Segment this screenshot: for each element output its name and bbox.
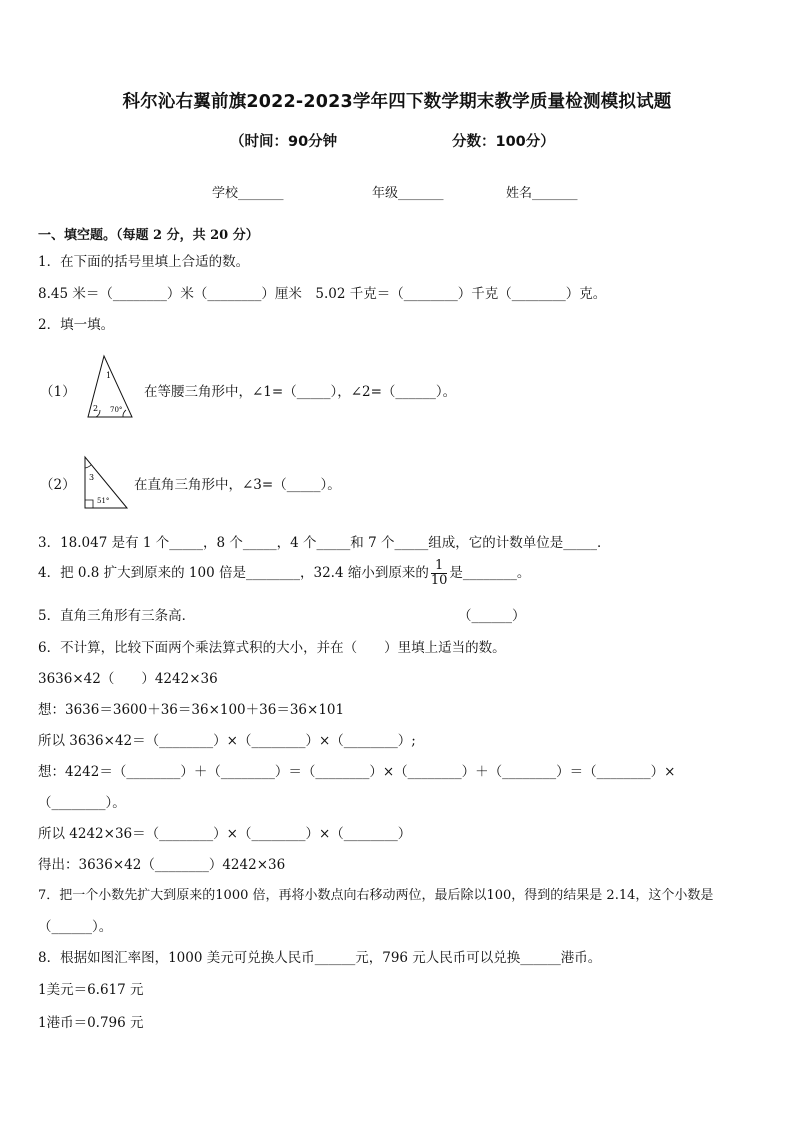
question-1-stem: 1．在下面的括号里填上合适的数。 [38,254,250,270]
question-5: 5．直角三角形有三条高． [38,608,196,624]
question-6-line1: 3636×42（ ）4242×36 [38,671,218,687]
question-6-line7: 得出：3636×42（________）4242×36 [38,857,286,873]
question-5-answer: （______） [458,608,526,624]
question-6-line5: （________）。 [38,795,126,811]
rate-hkd: 1港币＝0.796 元 [38,1015,144,1031]
isosceles-triangle-figure [84,352,134,422]
angle-51-label: 51° [97,497,110,505]
question-6-line3: 所以 3636×42＝（________）×（________）×（________）; [38,733,416,749]
question-4-after: 是________。 [449,565,531,581]
grade-field: 年级_______ [372,186,444,201]
question-3: 3．18.047 是有 1 个_____，8 个_____，4 个_____和 7 个_____组成，它的计数单位是_____． [38,535,611,551]
question-1-line: 8.45 米＝（________）米（________）厘米 5.02 千克＝（________）千克（________）克。 [38,286,607,302]
name-field: 姓名_______ [506,186,578,201]
fraction-numerator: 1 [431,559,448,574]
question-4 [38,555,530,591]
right-triangle-figure [80,454,130,512]
question-2-stem: 2．填一填。 [38,317,115,333]
school-field: 学校_______ [212,186,284,201]
angle-70-label: 70° [110,406,123,414]
question-6-line6: 所以 4242×36＝（________）×（________）×（________） [38,826,412,842]
question-2-part1-label: （1） [40,384,76,400]
exam-time: （时间：90分钟 [230,134,338,150]
question-2-part1-text: 在等腰三角形中，∠1=（_____），∠2=（______）。 [144,384,457,400]
angle-2-label: 2 [93,404,99,413]
question-4-before: 4．把 0.8 扩大到原来的 100 倍是________，32.4 缩小到原来的 [38,565,429,581]
page-title: 科尔沁右翼前旗2022-2023学年四下数学期末教学质量检测模拟试题 [122,92,672,112]
rate-usd: 1美元＝6.617 元 [38,982,144,998]
question-6-line2: 想：3636＝3600＋36＝36×100＋36＝36×101 [38,702,345,718]
question-2-part2-label: （2） [40,477,76,493]
question-6-line4: 想：4242＝（________）＋（________）＝（________）×（________）＋（________）＝（________）× [38,764,676,780]
exam-score: 分数：100分） [452,134,555,150]
angle-1-label: 1 [106,371,112,380]
question-7-line2: （______）。 [38,919,113,935]
fraction-denominator: 10 [430,573,448,588]
fraction-one-tenth [431,559,448,587]
question-7-line1: 7．把一个小数先扩大到原来的1000 倍，再将小数点向右移动两位，最后除以100，得到的结果是 2.14，这个小数是 [38,888,714,903]
angle-3-label: 3 [89,473,95,482]
question-8-stem: 8．根据如图汇率图，1000 美元可兑换人民币______元，796 元人民币可以兑换______港币。 [38,950,602,966]
question-6-stem: 6．不计算，比较下面两个乘法算式积的大小，并在（ ）里填上适当的数。 [38,640,506,656]
section-header: 一、填空题。（每题 2 分，共 20 分） [38,228,259,243]
question-2-part2-text: 在直角三角形中，∠3=（_____）。 [134,477,341,493]
